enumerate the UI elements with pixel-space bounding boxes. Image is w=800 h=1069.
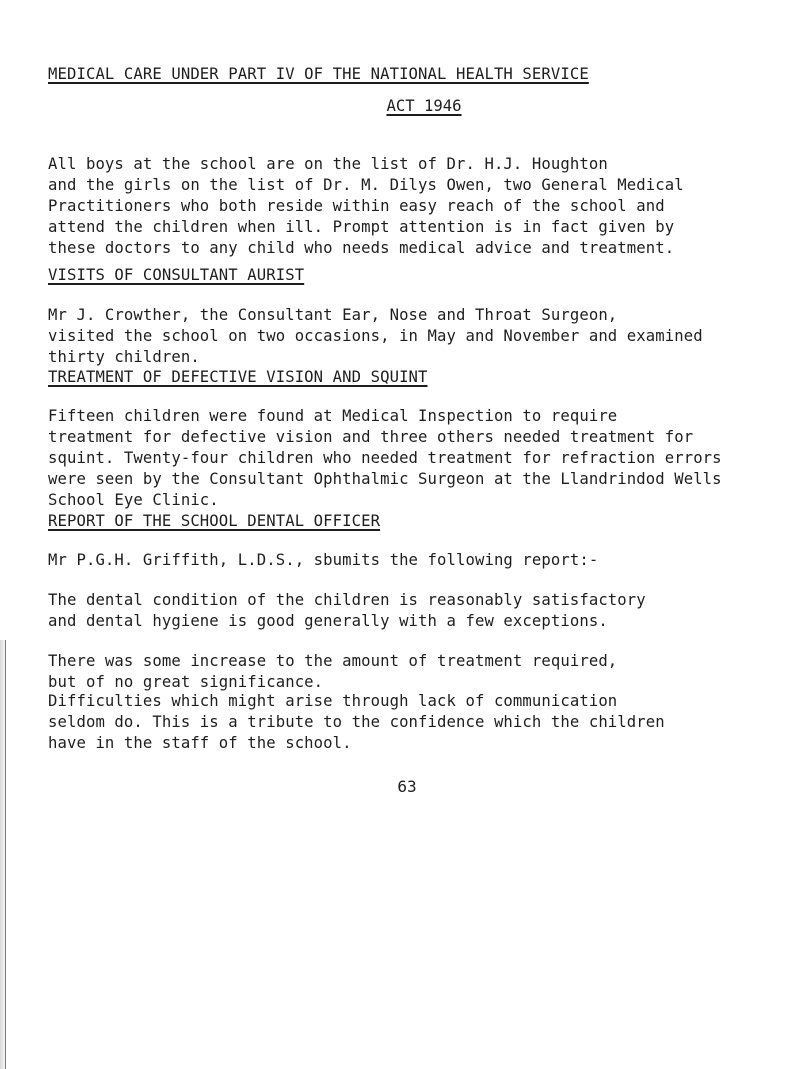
document-subtitle: ACT 1946 (386, 97, 462, 115)
section-heading-dental: REPORT OF THE SCHOOL DENTAL OFFICER (48, 512, 381, 530)
dental-paragraph-1: Mr P.G.H. Griffith, L.D.S., sbumits the following report:- (48, 551, 599, 569)
section-paragraph-aurist: Mr J. Crowther, the Consultant Ear, Nose and Throat Surgeon, visited the school on two occasions, in May and November and examined thirty children. (48, 306, 703, 366)
section-paragraph-vision: Fifteen children were found at Medical Inspection to require treatment for defective vision and three others needed treatment for squint. Twenty-four children who needed treatment for refraction errors were seen by the Consultant Ophthalmic Surgeon at the Llandrindod Wells School Eye Clinic. (48, 407, 722, 509)
section-heading-aurist: VISITS OF CONSULTANT AURIST (48, 266, 305, 284)
dental-paragraph-3: There was some increase to the amount of treatment required, but of no great significance. (48, 652, 618, 691)
page-edge-shadow (0, 640, 6, 1069)
dental-paragraph-2: The dental condition of the children is reasonably satisfactory and dental hygiene is good generally with a few exceptions. (48, 591, 646, 630)
dental-paragraph-4: Difficulties which might arise through lack of communication seldom do. This is a tribute to the confidence which the children have in the staff of the school. (48, 692, 665, 752)
section-heading-vision: TREATMENT OF DEFECTIVE VISION AND SQUINT (48, 368, 428, 386)
document-title: MEDICAL CARE UNDER PART IV OF THE NATIONAL HEALTH SERVICE (48, 65, 589, 83)
page-number: 63 (397, 777, 417, 796)
intro-paragraph: All boys at the school are on the list of Dr. H.J. Houghton and the girls on the list of Dr. M. Dilys Owen, two General Medical Practitioners who both reside within easy reach of the school and attend the children when ill. Prompt attention is in fact given by these doctors to any child who needs medical advice and treatment. (48, 155, 684, 257)
